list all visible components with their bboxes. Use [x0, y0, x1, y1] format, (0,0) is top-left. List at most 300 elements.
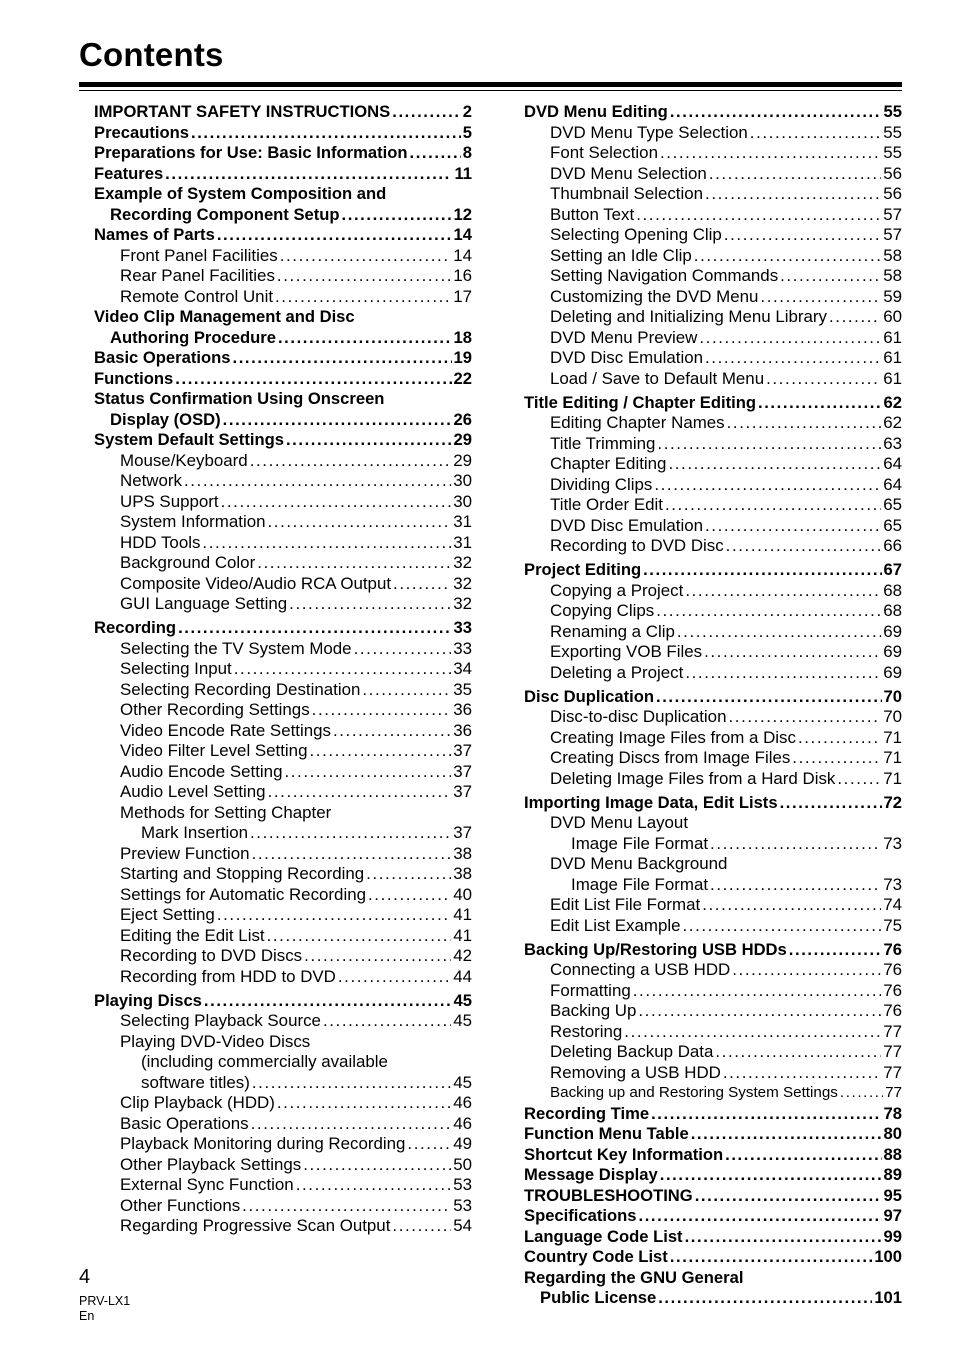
toc-entry-page: 64: [883, 474, 902, 494]
toc-entry-page: 16: [453, 266, 472, 285]
toc-leader-dots: [725, 1145, 881, 1166]
toc-entry-label: Remote Control Unit: [120, 286, 274, 306]
toc-entry-label: Copying Clips: [550, 601, 655, 620]
toc-entry: [524, 854, 902, 875]
toc-entry-label: Function Menu Table: [524, 1124, 689, 1143]
toc-leader-dots: [242, 1196, 451, 1217]
toc-entry-page: 55: [883, 102, 902, 121]
toc-entry-label: Connecting a USB HDD: [550, 960, 731, 979]
toc-entry-page: 49: [453, 1134, 472, 1153]
toc-entry-page: 42: [453, 946, 472, 965]
toc-entry: [94, 680, 472, 701]
toc-entry: [524, 413, 902, 434]
toc-entry-page: 8: [462, 143, 472, 162]
toc-entry-page: 58: [883, 245, 902, 265]
toc-entry-page: 99: [883, 1226, 902, 1246]
toc-entry: [524, 225, 902, 246]
toc-leader-dots: [658, 1288, 872, 1309]
toc-entry-label: Status Confirmation Using Onscreen: [94, 389, 385, 408]
toc-entry-label: Font Selection: [550, 143, 658, 162]
toc-entry: [94, 1216, 472, 1237]
toc-entry: [524, 601, 902, 622]
toc-entry-label: Playing Discs: [94, 990, 202, 1010]
page-number: 4: [79, 1266, 91, 1288]
toc-entry-label: Button Text: [550, 204, 635, 224]
toc-entry-label: Mouse/Keyboard: [120, 450, 248, 470]
toc-entry-label: Functions: [94, 368, 174, 388]
toc-leader-dots: [727, 413, 882, 434]
toc-entry-page: 29: [453, 430, 472, 449]
toc-entry-page: 65: [883, 495, 902, 514]
toc-entry-page: 61: [883, 348, 902, 367]
toc-entry-page: 57: [883, 204, 902, 224]
toc-leader-dots: [758, 393, 882, 414]
toc-leader-dots: [296, 1175, 452, 1196]
toc-entry: [524, 1227, 902, 1248]
toc-entry-label: Shortcut Key Information: [524, 1144, 724, 1164]
toc-leader-dots: [728, 707, 881, 728]
toc-entry-label: DVD Menu Preview: [550, 327, 698, 347]
toc-leader-dots: [342, 205, 452, 226]
toc-entry: [94, 967, 472, 988]
toc-entry-page: 37: [453, 823, 472, 842]
toc-leader-dots: [668, 454, 881, 475]
toc-leader-dots: [643, 560, 881, 581]
toc-entry-page: 19: [453, 348, 472, 367]
toc-entry-page: 29: [453, 450, 472, 470]
toc-leader-dots: [695, 1186, 882, 1207]
toc-entry-page: 60: [883, 307, 902, 326]
toc-entry: [94, 184, 472, 205]
toc-leader-dots: [683, 916, 882, 937]
toc-leader-dots: [366, 864, 451, 885]
toc-leader-dots: [407, 1134, 451, 1155]
toc-leader-dots: [392, 102, 461, 123]
model-code: PRV-LX1: [79, 1294, 131, 1308]
toc-entry: [94, 348, 472, 369]
toc-entry-page: 71: [883, 748, 902, 767]
toc-entry: [94, 844, 472, 865]
toc-entry-label: DVD Menu Layout: [550, 813, 689, 832]
toc-entry-page: 33: [453, 618, 472, 637]
toc-entry-label: Selecting Recording Destination: [120, 679, 361, 699]
toc-entry: [94, 741, 472, 762]
toc-entry-label: (including commercially available: [141, 1052, 388, 1071]
toc-entry: [524, 1206, 902, 1227]
toc-entry: [94, 143, 472, 164]
toc-entry-label: Starting and Stopping Recording: [120, 864, 365, 883]
toc-leader-dots: [633, 981, 881, 1002]
toc-entry-page: 37: [453, 761, 472, 781]
toc-entry-label: Creating Discs from Image Files: [550, 748, 791, 767]
toc-leader-dots: [303, 1155, 451, 1176]
toc-entry-page: 69: [883, 662, 902, 682]
toc-leader-dots: [665, 495, 881, 516]
toc-entry-label: Video Filter Level Setting: [120, 741, 308, 760]
toc-entry-label: software titles): [141, 1072, 250, 1092]
toc-entry: [94, 389, 472, 410]
toc-entry-label: External Sync Function: [120, 1175, 294, 1194]
toc-entry-page: 65: [883, 515, 902, 535]
toc-entry-label: Disc-to-disc Duplication: [550, 707, 727, 726]
toc-entry-label: Playing DVD-Video Discs: [120, 1031, 311, 1051]
toc-leader-dots: [175, 369, 451, 390]
toc-entry: [94, 721, 472, 742]
toc-entry-label: Backing Up: [550, 1001, 637, 1020]
toc-entry-label: Names of Parts: [94, 225, 215, 244]
toc-entry: [94, 659, 472, 680]
toc-entry: [524, 1042, 902, 1063]
toc-leader-dots: [217, 905, 451, 926]
toc-entry: [524, 1247, 902, 1268]
toc-leader-dots: [333, 721, 451, 742]
toc-entry-page: 41: [453, 905, 472, 924]
toc-entry: [94, 430, 472, 451]
toc-entry-page: 62: [883, 392, 902, 412]
toc-entry-page: 38: [453, 843, 472, 863]
toc-entry-label: Selecting the TV System Mode: [120, 638, 352, 658]
toc-entry-label: Chapter Editing: [550, 454, 667, 473]
toc-entry-label: HDD Tools: [120, 532, 201, 552]
toc-leader-dots: [705, 348, 881, 369]
toc-leader-dots: [251, 1114, 452, 1135]
toc-entry-label: Other Recording Settings: [120, 700, 310, 719]
toc-entry-label: Language Code List: [524, 1226, 683, 1246]
toc-entry-label: Thumbnail Selection: [550, 184, 704, 203]
toc-leader-dots: [723, 1063, 881, 1084]
page-title: Contents: [79, 36, 224, 73]
toc-leader-dots: [250, 823, 451, 844]
toc-leader-dots: [277, 1093, 451, 1114]
toc-entry-label: Specifications: [524, 1206, 637, 1225]
toc-leader-dots: [277, 266, 451, 287]
toc-entry-label: Title Trimming: [550, 433, 656, 453]
toc-entry-label: DVD Menu Selection: [550, 163, 707, 183]
toc-entry-page: 45: [453, 1072, 472, 1092]
toc-entry-page: 74: [883, 895, 902, 914]
toc-entry-label: Dividing Clips: [550, 474, 653, 494]
toc-entry: [524, 622, 902, 643]
toc-leader-dots: [709, 164, 881, 185]
toc-entry-page: 77: [883, 1021, 902, 1041]
toc-leader-dots: [221, 492, 452, 513]
toc-leader-dots: [780, 793, 882, 814]
toc-entry: [524, 1104, 902, 1125]
toc-leader-dots: [280, 246, 451, 267]
toc-leader-dots: [624, 1022, 881, 1043]
toc-entry-page: 88: [883, 1144, 902, 1164]
toc-entry-page: 61: [883, 368, 902, 388]
toc-entry-label: Playback Monitoring during Recording: [120, 1134, 406, 1153]
toc-leader-dots: [268, 782, 452, 803]
toc-right-column: [524, 102, 902, 1309]
toc-leader-dots: [685, 663, 881, 684]
toc-entry-page: 69: [883, 621, 902, 641]
toc-entry: [94, 1052, 472, 1073]
toc-entry: [524, 246, 902, 267]
toc-entry-page: 67: [883, 560, 902, 579]
toc-leader-dots: [760, 287, 881, 308]
toc-entry-page: 61: [883, 327, 902, 347]
toc-entry: [94, 102, 472, 123]
toc-entry-page: 36: [453, 720, 472, 740]
toc-leader-dots: [780, 266, 881, 287]
toc-leader-dots: [638, 1001, 881, 1022]
toc-entry-page: 18: [453, 327, 472, 347]
toc-leader-dots: [278, 328, 452, 349]
toc-entry-label: Backing up and Restoring System Settings: [550, 1084, 838, 1101]
toc-entry-page: 101: [874, 1288, 902, 1307]
toc-entry-label: Rear Panel Facilities: [120, 266, 275, 285]
toc-entry-page: 72: [883, 792, 902, 812]
toc-leader-dots: [639, 1206, 882, 1227]
toc-entry-label: DVD Disc Emulation: [550, 348, 703, 367]
toc-entry: [94, 1093, 472, 1114]
toc-entry-label: Audio Level Setting: [120, 782, 266, 801]
toc-entry-page: 30: [453, 471, 472, 490]
toc-entry-page: 70: [883, 707, 902, 726]
toc-entry: [524, 813, 902, 834]
toc-entry-label: Removing a USB HDD: [550, 1062, 721, 1082]
toc-entry-label: TROUBLESHOOTING: [524, 1185, 693, 1205]
toc-entry-label: Audio Encode Setting: [120, 761, 283, 781]
toc-entry-label: DVD Menu Type Selection: [550, 122, 748, 142]
toc-entry-page: 77: [883, 1062, 902, 1082]
toc-entry: [94, 225, 472, 246]
toc-entry-page: 56: [883, 184, 902, 203]
toc-entry: [94, 639, 472, 660]
toc-entry-page: 17: [453, 286, 472, 306]
toc-entry-label: Project Editing: [524, 560, 642, 579]
toc-entry-page: 59: [883, 286, 902, 306]
toc-entry-page: 22: [453, 368, 472, 388]
toc-entry-label: Network: [120, 471, 182, 490]
toc-leader-dots: [323, 1011, 451, 1032]
toc-entry: [524, 1288, 902, 1309]
toc-leader-dots: [750, 123, 881, 144]
toc-entry: [94, 246, 472, 267]
toc-entry-label: Deleting Backup Data: [550, 1042, 714, 1061]
toc-entry-label: Restoring: [550, 1021, 623, 1041]
toc-leader-dots: [657, 434, 881, 455]
toc-entry-page: 73: [883, 833, 902, 853]
toc-entry: [524, 1165, 902, 1186]
toc-leader-dots: [789, 940, 882, 961]
toc-entry-page: 38: [453, 864, 472, 883]
toc-entry: [524, 516, 902, 537]
toc-entry-label: Preview Function: [120, 843, 250, 863]
toc-entry-label: Mark Insertion: [141, 823, 249, 842]
toc-leader-dots: [252, 1073, 451, 1094]
toc-entry-label: Authoring Procedure: [110, 327, 276, 347]
toc-entry-page: 100: [874, 1247, 902, 1266]
toc-entry: [524, 205, 902, 226]
toc-entry: [524, 1063, 902, 1084]
toc-entry-label: Creating Image Files from a Disc: [550, 727, 796, 747]
toc-entry-page: 97: [883, 1206, 902, 1225]
toc-entry-page: 44: [453, 966, 472, 986]
toc-entry: [94, 533, 472, 554]
toc-entry: [524, 1083, 902, 1104]
toc-entry: [524, 393, 902, 414]
toc-entry: [94, 492, 472, 513]
toc-entry: [524, 663, 902, 684]
toc-entry: [524, 1022, 902, 1043]
toc-entry: [524, 536, 902, 557]
toc-entry-page: 14: [453, 225, 472, 244]
toc-entry-label: Selecting Opening Clip: [550, 225, 722, 244]
toc-entry-label: Features: [94, 163, 164, 183]
toc-entry-page: 45: [453, 1011, 472, 1030]
toc-leader-dots: [651, 1104, 881, 1125]
toc-entry-label: Image File Format: [571, 874, 709, 894]
toc-entry: [94, 1114, 472, 1135]
toc-entry-label: Deleting and Initializing Menu Library: [550, 307, 827, 326]
toc-entry-label: UPS Support: [120, 491, 219, 511]
toc-entry: [94, 164, 472, 185]
toc-entry-page: 62: [883, 413, 902, 432]
toc-entry-page: 37: [453, 782, 472, 801]
toc-entry-page: 58: [883, 266, 902, 285]
toc-entry: [524, 960, 902, 981]
toc-leader-dots: [705, 184, 881, 205]
toc-entry: [94, 618, 472, 639]
toc-entry-page: 55: [883, 122, 902, 142]
toc-leader-dots: [217, 225, 452, 246]
toc-entry-label: Disc Duplication: [524, 686, 655, 706]
toc-entry-page: 89: [883, 1165, 902, 1184]
toc-entry: [524, 981, 902, 1002]
toc-entry: [94, 700, 472, 721]
toc-entry-page: 53: [453, 1175, 472, 1194]
toc-leader-dots: [724, 225, 881, 246]
toc-entry-page: 11: [454, 163, 472, 183]
toc-entry-label: Recording: [94, 618, 177, 637]
toc-entry-label: Example of System Composition and: [94, 184, 387, 203]
toc-entry: [524, 581, 902, 602]
toc-entry-page: 71: [883, 768, 902, 788]
toc-entry-label: Basic Operations: [120, 1113, 249, 1133]
toc-entry-label: Methods for Setting Chapter: [120, 802, 332, 822]
toc-entry: [524, 123, 902, 144]
toc-entry-page: 78: [883, 1103, 902, 1123]
toc-leader-dots: [234, 659, 451, 680]
toc-leader-dots: [392, 1216, 451, 1237]
toc-entry: [524, 707, 902, 728]
toc-leader-dots: [204, 991, 452, 1012]
toc-leader-dots: [286, 430, 452, 451]
toc-entry: [524, 495, 902, 516]
toc-entry-page: 76: [883, 939, 902, 959]
toc-entry-page: 14: [453, 245, 472, 265]
toc-entry: [94, 905, 472, 926]
toc-entry-page: 56: [883, 163, 902, 183]
toc-entry-label: Country Code List: [524, 1247, 668, 1266]
toc-entry-label: Composite Video/Audio RCA Output: [120, 573, 392, 593]
toc-leader-dots: [660, 143, 881, 164]
toc-entry-label: IMPORTANT SAFETY INSTRUCTIONS: [94, 102, 391, 121]
toc-entry: [94, 1073, 472, 1094]
toc-entry-page: 69: [883, 642, 902, 661]
toc-leader-dots: [798, 728, 881, 749]
toc-entry-label: Video Clip Management and Disc: [94, 307, 355, 326]
toc-entry-label: Selecting Input: [120, 659, 232, 678]
toc-entry-page: 73: [883, 874, 902, 894]
toc-entry: [524, 728, 902, 749]
toc-entry-label: Other Playback Settings: [120, 1154, 302, 1174]
toc-entry-page: 80: [883, 1124, 902, 1143]
toc-entry: [94, 1032, 472, 1053]
toc-entry: [524, 454, 902, 475]
toc-entry-page: 30: [453, 491, 472, 511]
toc-entry-page: 26: [453, 409, 472, 429]
toc-leader-dots: [677, 622, 881, 643]
toc-entry-page: 31: [453, 512, 472, 531]
toc-leader-dots: [410, 143, 461, 164]
toc-entry-label: Front Panel Facilities: [120, 245, 278, 265]
toc-leader-dots: [202, 533, 451, 554]
toc-leader-dots: [362, 680, 451, 701]
toc-entry: [94, 512, 472, 533]
toc-entry: [524, 560, 902, 581]
toc-entry-label: Image File Format: [571, 833, 709, 853]
toc-leader-dots: [710, 834, 881, 855]
toc-entry-label: Precautions: [94, 122, 189, 142]
toc-leader-dots: [702, 895, 881, 916]
toc-entry-label: Recording from HDD to DVD: [120, 966, 336, 986]
toc-entry-label: Recording to DVD Discs: [120, 946, 303, 965]
toc-entry-label: Setting an Idle Clip: [550, 245, 692, 265]
toc-entry-label: Video Encode Rate Settings: [120, 720, 331, 740]
toc-entry: [524, 1124, 902, 1145]
toc-entry-label: DVD Disc Emulation: [550, 515, 703, 535]
toc-entry-page: 33: [453, 638, 472, 658]
toc-leader-dots: [184, 471, 451, 492]
toc-entry-label: Deleting a Project: [550, 662, 684, 682]
toc-entry: [94, 307, 472, 328]
toc-leader-dots: [685, 581, 881, 602]
toc-entry: [94, 782, 472, 803]
toc-entry-label: Clip Playback (HDD): [120, 1093, 275, 1112]
toc-entry: [524, 769, 902, 790]
toc-entry: [94, 864, 472, 885]
toc-entry: [524, 642, 902, 663]
toc-entry: [94, 205, 472, 226]
toc-entry-page: 35: [453, 679, 472, 699]
toc-leader-dots: [284, 762, 451, 783]
toc-entry-page: 40: [453, 884, 472, 904]
toc-entry-label: Edit List File Format: [550, 895, 701, 914]
toc-entry: [524, 834, 902, 855]
toc-entry-label: Editing Chapter Names: [550, 413, 725, 432]
toc-entry: [524, 102, 902, 123]
toc-entry-page: 64: [883, 454, 902, 473]
toc-entry-label: Preparations for Use: Basic Information: [94, 143, 408, 162]
toc-entry-page: 34: [453, 659, 472, 678]
toc-entry: [524, 1001, 902, 1022]
toc-entry-label: Title Editing / Chapter Editing: [524, 392, 757, 412]
toc-entry: [94, 287, 472, 308]
toc-entry: [94, 885, 472, 906]
toc-leader-dots: [705, 516, 881, 537]
toc-entry-label: Settings for Automatic Recording: [120, 884, 366, 904]
toc-leader-dots: [267, 926, 452, 947]
toc-leader-dots: [233, 348, 452, 369]
toc-leader-dots: [223, 410, 452, 431]
toc-leader-dots: [792, 748, 881, 769]
toc-entry-page: 32: [453, 594, 472, 613]
toc-entry: [94, 410, 472, 431]
